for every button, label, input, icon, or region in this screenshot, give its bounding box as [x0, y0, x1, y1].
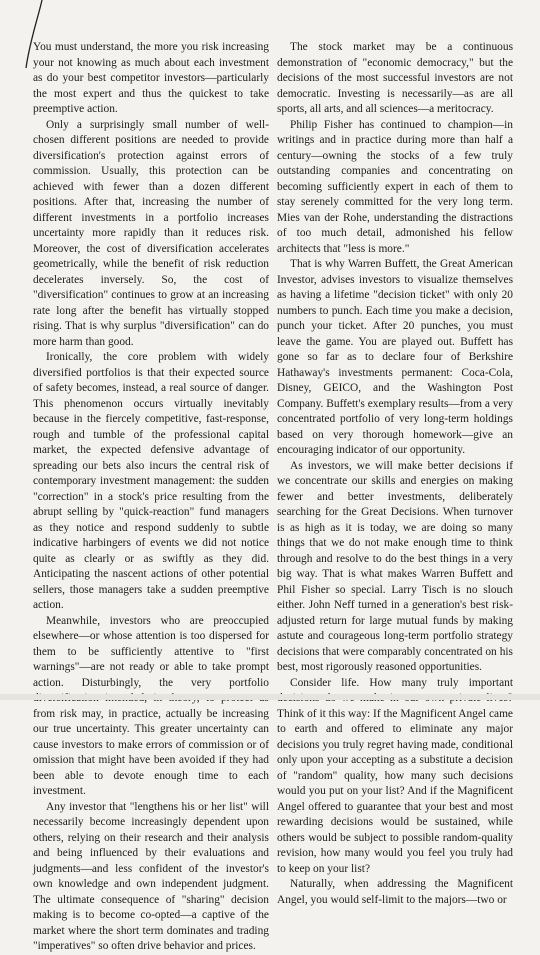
paragraph: Any investor that "lengthens his or her list" will necessarily become increasingly dependent upon others, relying on their research and their analysis and being influenced by their evaluations and judgments—and less confident of the investor's own knowledge and own independent judgment. The ultimate consequence of "sharing" decision making is to become co-opted—a captive of the market where the short term dominates and trading "imperatives" so often drive behavior and prices.	[33, 800, 269, 952]
paragraph: Only a surprisingly small number of well-chosen different positions are needed to provide diversification's protection against errors of commission. Usually, this protection can be achieved with fewer than a dozen different positions. After that, increasing the number of different investments in a portfolio increases uncertainty more rapidly than it reduces risk. Moreover, the cost of diversification accelerates geometrically, while the benefit of risk reduction decelerates inversely. So, the cost of "diversification" continues to grow at an increasing rate long after the benefit has virtually stopped rising. That is why surplus "diversification" can do more harm than good.	[33, 118, 269, 348]
paragraph: Ironically, the core problem with widely diversified portfolios is that their expected source of safety becomes, instead, a real source of danger. This phenomenon occurs virtually inevitably because in the fiercely competitive, fast-response, rough and tumble of the professional capital market, the expected defensive advantage of spreading our bets also incurs the central risk of contemporary investment management: the sudden "correction" in a stock's price resulting from the abrupt selling by "quick-reaction" fund managers as they notice and respond suddenly to subtle indicative harbingers of events we did not notice quite as clearly or as swiftly as they did. Anticipating the nascent actions of other potential sellers, those managers take a sudden preemptive action.	[33, 351, 269, 611]
paragraph: You must understand, the more you risk increasing your not knowing as much about each investment as do your best competitor investors—particularly the most expert and thus the quickest to take preemptive action.	[33, 41, 269, 115]
right-column	[277, 40, 513, 908]
page-bottom-edge	[0, 694, 540, 700]
paragraph: As investors, we will make better decisions if we concentrate our skills and energies on making fewer and better investments, deliberately searching for the Great Decisions. When turnover is as high as it is today, we are doing so many things that we do not make enough time to think through and resolve to do the best things in a very big way. That is what makes Warren Buffett and Phil Fisher so special. Larry Tisch is no slouch either. John Neff turned in a generation's best risk-adjusted return for large mutual funds by making astute and courageous long-term portfolio strategy decisions that were comparably concentrated on his best, most rigorously reasoned opportunities.	[277, 459, 513, 673]
paragraph: Consider life. How many truly important Think of it this way: If the Magnificent Angel came to earth and offered to eliminate any major decisions you truly regret having made, conditional only upon your accepting as a substitute a decision of "random" quality, how many such decisions would you put on your list? And if the Magnificent Angel offered to guarantee that your best and most rewarding decisions would be sustained, while others would be subject to possible random-quality revision, how many would you feel you truly had to keep on your list?	[277, 676, 513, 875]
paragraph: Meanwhile, investors who are preoccupied elsewhere—or whose attention is too dispersed for them to be sufficiently attentive to "first warnings"—are not ready or able to take prompt action. Disturbingly, the very portfolio from risk may, in practice, actually be increasing our true uncertainty. This greater uncertainty can cause investors to make errors of commission or of omission that might have been avoided if they had been able to devote enough time to each investment.	[33, 614, 269, 797]
paragraph: That is why Warren Buffett, the Great American Investor, advises investors to visualize themselves as having a lifetime "decision ticket" with only 20 numbers to punch. Each time you make a decision, punch your ticket. After 20 punches, you must leave the game. You are played out. Buffett has gone so far as to declare four of Berkshire Hathaway's investments permanent: Coca-Cola, Disney, GEICO, and the Washington Post Company. Buffett's exemplary results—from a very concentrated portfolio of very long-term holdings based on very thorough homework—give an encouraging indicator of our opportunity.	[277, 258, 513, 456]
left-column	[33, 40, 269, 955]
paragraph: The stock market may be a continuous demonstration of "economic democracy," but the decisions of the most successful investors are not democratic. Investing is necessarily—as are all sports, all arts, and all sciences—a meritocracy.	[277, 41, 513, 115]
paragraph: Philip Fisher has continued to champion—in writings and in practice during more than half a century—owning the stocks of a few truly outstanding companies and concentrating on becoming sufficiently expert in each of them to stay serenely committed for the very long term. Mies van der Rohe, understanding the distractions of too much detail, admonished his fellow architects that "less is more."	[277, 118, 513, 255]
paragraph: Naturally, when addressing the Magnificent Angel, you would self-limit to the majors—two or	[277, 878, 513, 906]
